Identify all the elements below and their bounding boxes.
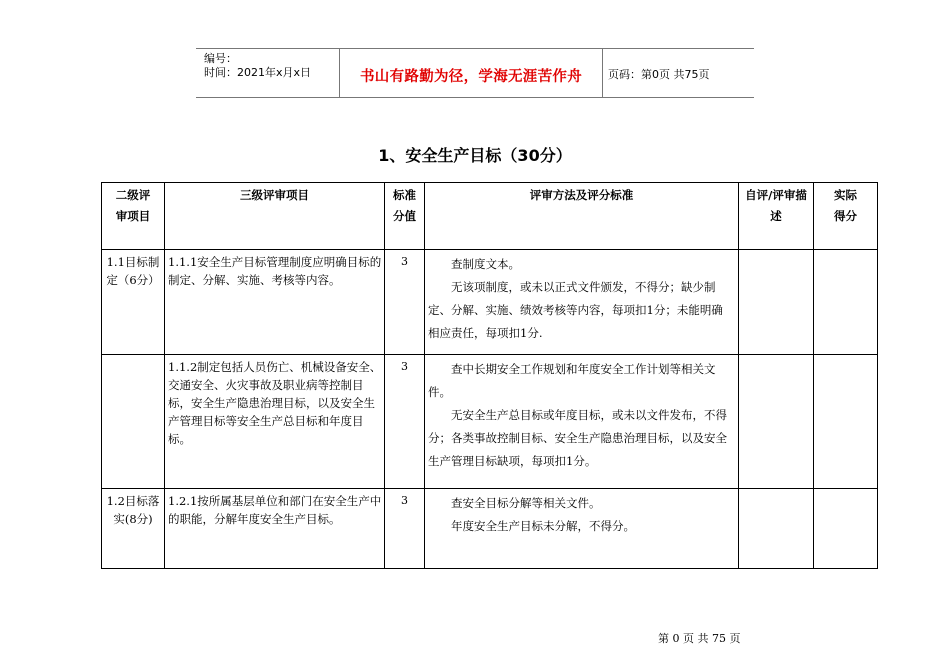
col-header-level2 (102, 183, 165, 250)
cell-level2: 1.2目标落实(8分) (102, 489, 165, 569)
method-line: 无该项制度，或未以正式文件颁发，不得分；缺少制定、分解、实施、绩效考核等内容，每项扣1分；未能明确相应责任，每项扣1分. (428, 280, 723, 340)
method-line: 年度安全生产目标未分解，不得分。 (451, 519, 635, 533)
cell-self-eval[interactable] (739, 489, 814, 569)
method-line: 查中长期安全工作规划和年度安全工作计划等相关文件。 (428, 362, 716, 399)
table-header-row (102, 183, 878, 250)
cell-score: 3 (385, 489, 425, 569)
time-label: 时间：2021年x月x日 (204, 66, 312, 79)
page-footer: 第 0 页 共 75 页 (658, 632, 741, 645)
col-header-score (385, 183, 425, 250)
header-meta (204, 52, 311, 80)
cell-score: 3 (385, 355, 425, 489)
header-motto: 书山有路勤为径，学海无涯苦作舟 (360, 69, 582, 85)
cell-self-eval[interactable] (739, 250, 814, 355)
method-line: 无安全生产总目标或年度目标，或未以文件发布，不得分；各类事故控制目标、安全生产隐患治理目标，以及安全生产管理目标缺项，每项扣1分。 (428, 408, 727, 468)
cell-actual[interactable] (814, 250, 878, 355)
cell-level3: 1.2.1按所属基层单位和部门在安全生产中的职能，分解年度安全生产目标。 (165, 489, 385, 569)
table-row (102, 489, 878, 569)
cell-level2 (102, 355, 165, 489)
method-line: 查安全目标分解等相关文件。 (451, 496, 601, 510)
col-header-level3: 三级评审项目 (165, 183, 385, 250)
cell-method (425, 355, 739, 489)
cell-score: 3 (385, 250, 425, 355)
method-line: 查制度文本。 (451, 257, 520, 271)
cell-method (425, 250, 739, 355)
cell-actual[interactable] (814, 489, 878, 569)
col-header-actual (814, 183, 878, 250)
col-header-self-eval (739, 183, 814, 250)
col-header-score-text: 标准分值 (393, 188, 416, 223)
cell-level3: 1.1.1安全生产目标管理制度应明确目标的制定、分解、实施、考核等内容。 (165, 250, 385, 355)
number-label: 编号： (204, 52, 237, 65)
col-header-level2-text: 二级评审项目 (115, 188, 151, 223)
cell-level2: 1.1目标制定（6分） (102, 250, 165, 355)
table-row (102, 250, 878, 355)
col-header-self-eval-text: 自评/评审描述 (745, 188, 807, 223)
cell-actual[interactable] (814, 355, 878, 489)
header-page-info: 页码：第0页 共75页 (608, 68, 710, 81)
col-header-method: 评审方法及评分标准 (425, 183, 739, 250)
cell-method (425, 489, 739, 569)
header-divider-right (602, 49, 603, 97)
col-header-actual-text: 实际得分 (834, 188, 857, 223)
table-row (102, 355, 878, 489)
page-header (196, 48, 754, 98)
cell-level3: 1.1.2制定包括人员伤亡、机械设备安全、交通安全、火灾事故及职业病等控制目标，安全生产隐患治理目标，以及安全生产管理目标等安全生产总目标和年度目标。 (165, 355, 385, 489)
evaluation-table (101, 182, 878, 569)
cell-self-eval[interactable] (739, 355, 814, 489)
section-title: 1、安全生产目标（30分） (378, 146, 572, 165)
